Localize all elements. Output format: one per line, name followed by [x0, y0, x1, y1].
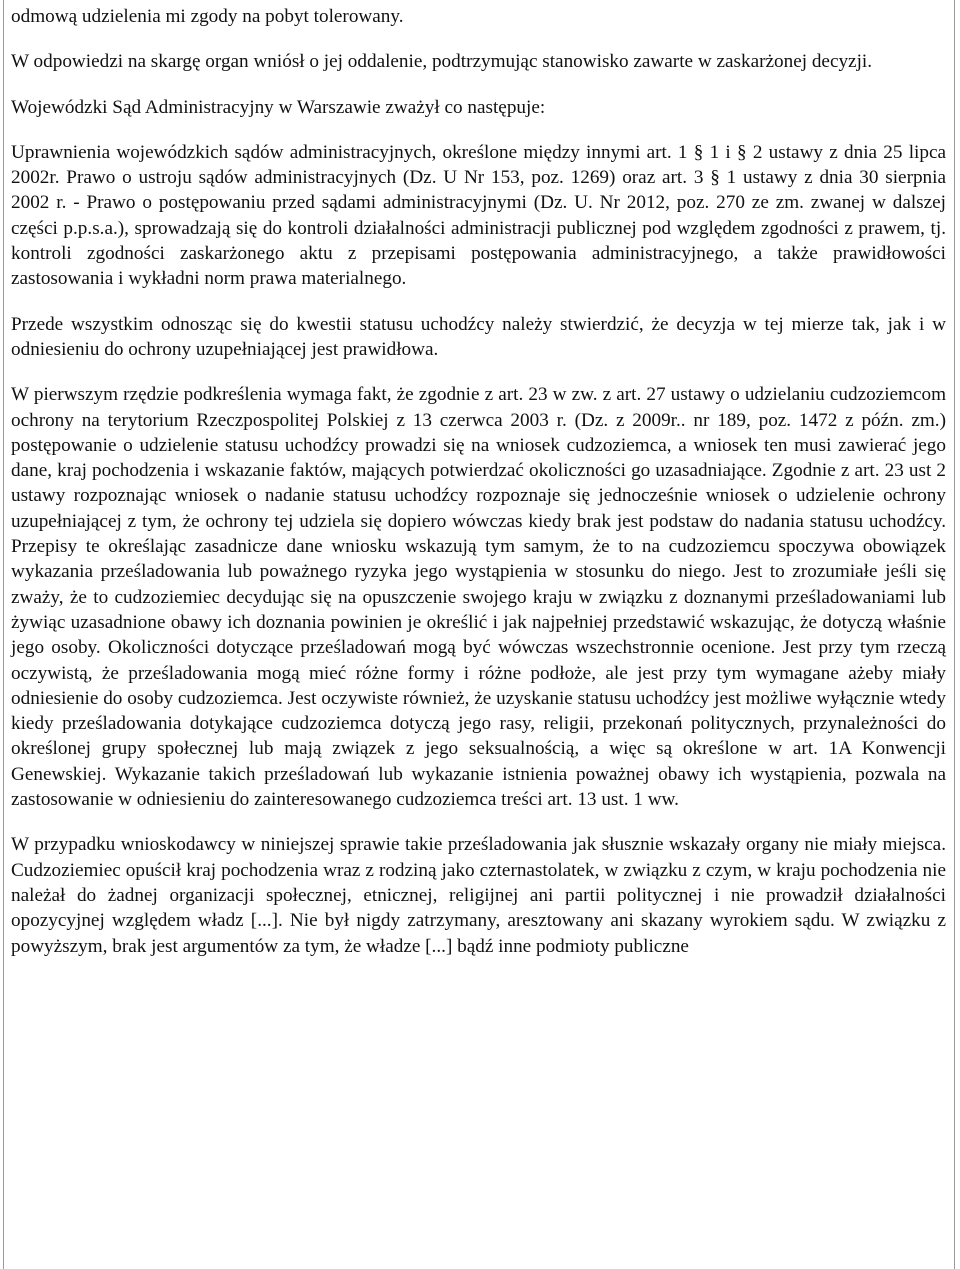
paragraph-2: W odpowiedzi na skargę organ wniósł o jej oddalenie, podtrzymując stanowisko zawarte w zaskarżonej decyzji.: [11, 51, 873, 73]
document-page: [3, 0, 955, 1269]
paragraph-1: odmową udzielenia mi zgody na pobyt tolerowany.: [11, 6, 404, 27]
paragraph-4: Uprawnienia wojewódzkich sądów administracyjnych, określone między innymi art. 1 § 1 i § 2 ustawy z dnia 25 lipca 2002r. Prawo o ustroju sądów administracyjnych (Dz. U Nr 153, poz. 1269) oraz art. 3 § 1 ustawy z dnia 30 sierpnia 2002 r. - Prawo o postępowaniu przed sądami administracyjnymi (Dz. U. Nr 2012, poz. 270 ze zm. zwanej w dalszej części p.p.s.a.), sprowadzają się do kontroli działalności administracji publicznej pod względem zgodności z prawem, tj. kontroli zgodności zaskarżonego aktu z przepisami postępowania administracyjnego, a także prawidłowości zastosowania i wykładni norm prawa materialnego.: [11, 141, 946, 290]
paragraph-5: Przede wszystkim odnosząc się do kwestii statusu uchodźcy należy stwierdzić, że decyzja w tej mierze tak, jak i w odniesieniu do ochrony uzupełniającej jest prawidłowa.: [11, 313, 946, 360]
paragraph-7: W przypadku wnioskodawcy w niniejszej sprawie takie prześladowania jak słusznie wskazały organy nie miały miejsca. Cudzoziemiec opuścił kraj pochodzenia wraz z rodziną jako czternastolatek, w związku z czym, w kraju pochodzenia nie należał do żadnej organizacji społecznej, etnicznej, religijnej ani partii politycznej i nie prowadził działalności opozycyjnej względem władz [...]. Nie był nigdy zatrzymany, aresztowany ani skazany wyrokiem sądu. W związku z powyższym, brak jest argumentów za tym, że władze [...] bądź inne podmioty publiczne: [11, 834, 946, 957]
paragraph-6: W pierwszym rzędzie podkreślenia wymaga fakt, że zgodnie z art. 23 w zw. z art. 27 ustawy o udzielaniu cudzoziemcom ochrony na terytorium Rzeczpospolitej Polskiej z 13 czerwca 2003 r. (Dz. z 2009r.. nr 189, poz. 1472 z późn. zm.) postępowanie o udzielenie statusu uchodźcy prowadzi się na wniosek cudzoziemca, a wniosek ten musi zawierać jego dane, kraj pochodzenia i wskazanie faktów, mających potwierdzać okoliczności go uzasadniające. Zgodnie z art. 23 ust 2 ustawy rozpoznając wniosek o nadanie statusu uchodźcy rozpoznaje się jednocześnie wniosek o udzielenie ochrony uzupełniającej z tym, że ochrony tej udziela się dopiero wówczas kiedy brak jest podstaw do nadania statusu uchodźcy. Przepisy te określając zasadnicze dane wniosku wskazują tym samym, że to na cudzoziemcu spoczywa obowiązek wykazania prześladowania lub poważnego ryzyka jego wystąpienia w stosunku do niego. Jest to zrozumiałe jeśli się zważy, że to cudzoziemiec decydując się na opuszczenie swojego kraju w związku z doznanymi prześladowaniami lub żywiąc uzasadnione obawy ich doznania powinien je określić i jak najpełniej przedstawić wskazując, że dotyczą właśnie jego osoby. Okoliczności dotyczące prześladowań mogą być wówczas wszechstronnie ocenione. Jest przy tym rzeczą oczywistą, że prześladowania mogą mieć różne formy i różne podłoże, ale jest przy tym wymagane ażeby miały odniesienie do osoby cudzoziemca. Jest oczywiste również, że uzyskanie statusu uchodźcy jest możliwe wyłącznie wtedy kiedy prześladowania dotykające cudzoziemca dotyczą jego rasy, religii, przekonań politycznych, przynależności do określonej grupy społecznej lub mają związek z jego seksualnością, a więc są określone w art. 1A Konwencji Genewskiej. Wykazanie takich prześladowań lub wykazanie istnienia poważnej obawy ich wystąpienia, pozwala na zastosowanie w odniesieniu do zainteresowanego cudzoziemca treści art. 13 ust. 1 ww.: [11, 384, 946, 811]
paragraph-3: Wojewódzki Sąd Administracyjny w Warszawie zważył co następuje:: [11, 96, 546, 118]
